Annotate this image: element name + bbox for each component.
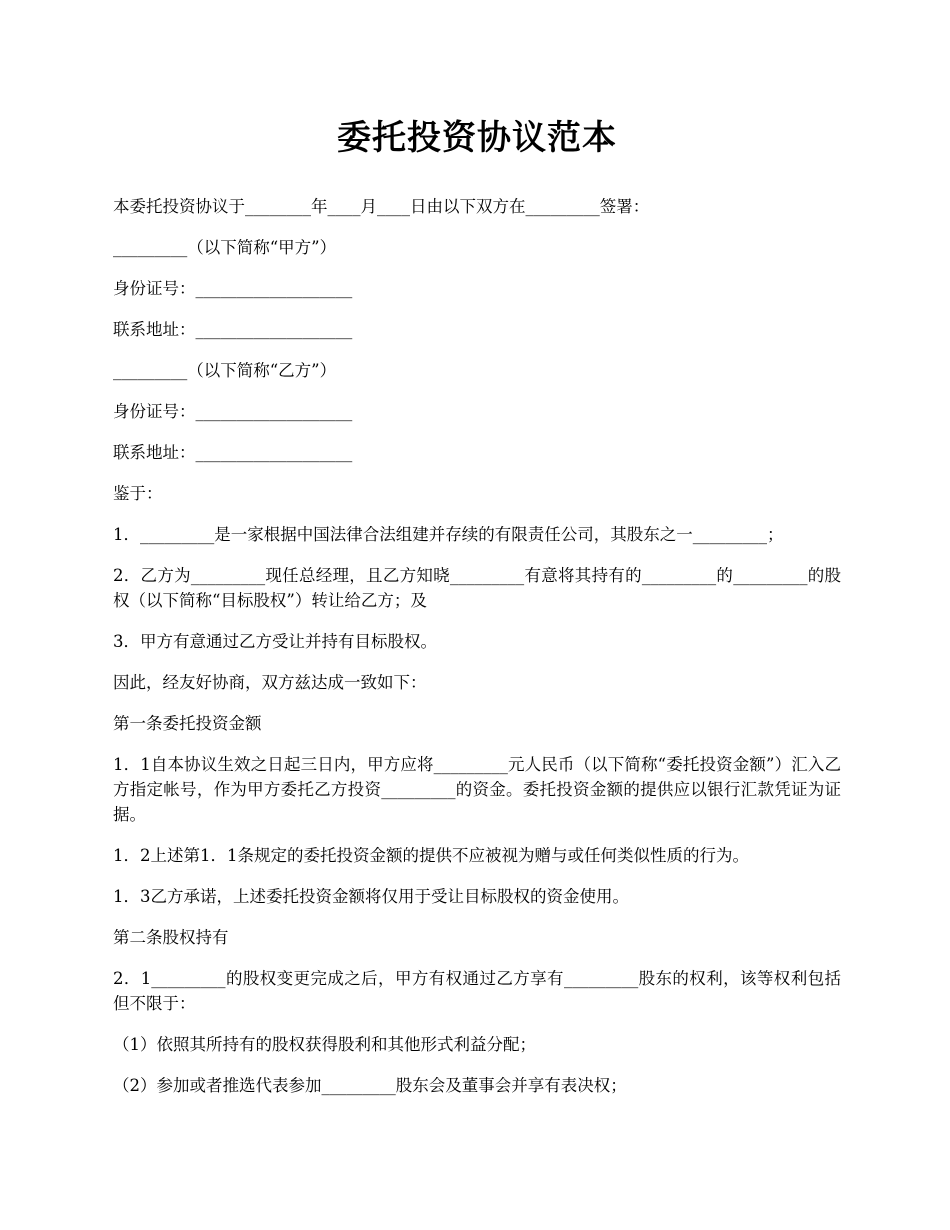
whereas-heading: 鉴于： (113, 484, 163, 503)
agreement-intro: 因此，经友好协商，双方兹达成一致如下： (113, 673, 427, 692)
clause-1-2: 1．2上述第1．1条规定的委托投资金额的提供不应被视为赠与或任何类似性质的行为。 (113, 846, 749, 865)
article-1-heading: 第一条委托投资金额 (113, 714, 262, 733)
party-b-address-line: 联系地址：___________________ (113, 443, 353, 462)
party-b-line: _________（以下简称“乙方”） (113, 361, 337, 380)
party-b-id-line: 身份证号：___________________ (113, 402, 353, 421)
right-item-2: （2）参加或者推选代表参加_________股东会及董事会并享有表决权； (113, 1076, 627, 1095)
intro-paragraph: 本委托投资协议于________年____月____日由以下双方在_________签署： (113, 197, 650, 216)
whereas-item-1: 1．_________是一家根据中国法律合法组建并存续的有限责任公司，其股东之一_________； (113, 525, 784, 544)
article-2-heading: 第二条股权持有 (113, 928, 229, 947)
document-page (113, 108, 841, 1114)
clause-1-1: 1．1自本协议生效之日起三日内，甲方应将_________元人民币（以下简称“委托投资金额”）汇入乙方指定帐号，作为甲方委托乙方投资_________的资金。委托投资金额的提供应以银行汇款凭证为证据。 (113, 755, 841, 824)
whereas-item-2: 2．乙方为_________现任总经理，且乙方知晓_________有意将其持有的_________的_________的股权（以下简称“目标股权”）转让给乙方；及 (113, 566, 841, 610)
right-item-1: （1）依照其所持有的股权获得股利和其他形式利益分配； (113, 1035, 536, 1054)
party-a-line: _________（以下简称“甲方”） (113, 238, 337, 257)
party-a-id-line: 身份证号：___________________ (113, 279, 353, 298)
document-title: 委托投资协议范本 (337, 118, 617, 158)
clause-1-3: 1．3乙方承诺，上述委托投资金额将仅用于受让目标股权的资金使用。 (113, 887, 629, 906)
whereas-item-3: 3．甲方有意通过乙方受让并持有目标股权。 (113, 632, 437, 651)
clause-2-1: 2．1_________的股权变更完成之后，甲方有权通过乙方享有_________股东的权利，该等权利包括但不限于： (113, 969, 841, 1013)
party-a-address-line: 联系地址：___________________ (113, 320, 353, 339)
